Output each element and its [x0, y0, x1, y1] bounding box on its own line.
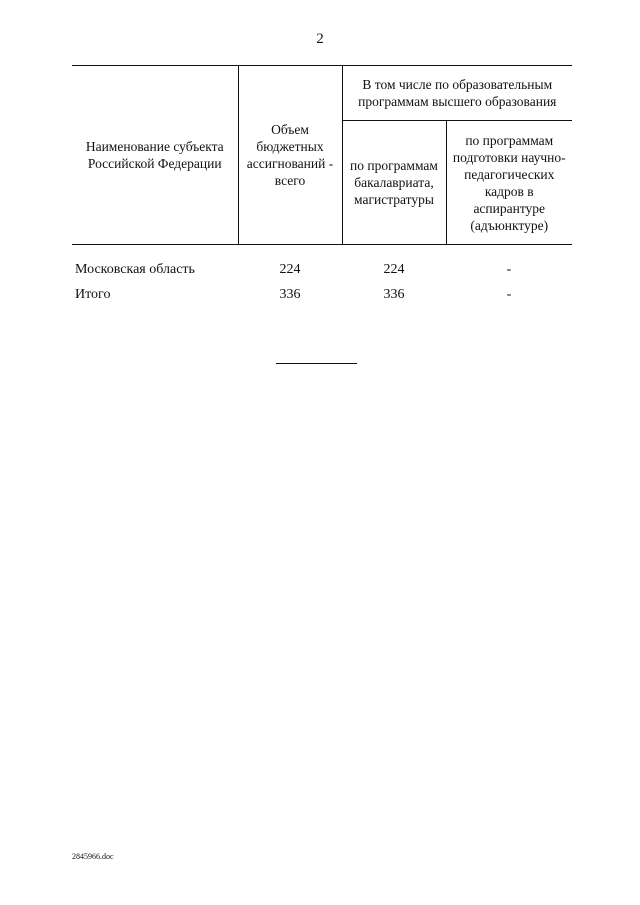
- page-number: 2: [316, 31, 324, 47]
- cell-region: Итого: [75, 287, 111, 302]
- header-region: Наименование субъекта Российской Федерации: [72, 66, 238, 245]
- header-bachelor: по программам бакалавриата, магистратуры: [342, 121, 446, 245]
- cell-total: 224: [279, 262, 301, 277]
- cell-total: 336: [279, 287, 301, 302]
- table-row: [72, 262, 572, 282]
- cell-postgrad: -: [506, 287, 512, 302]
- cell-bachelor: 224: [383, 262, 405, 277]
- header-group: В том числе по образовательным программам высшего образования: [342, 66, 572, 121]
- budget-table-header: [72, 65, 572, 245]
- cell-postgrad: -: [506, 262, 512, 277]
- header-total: Объем бюджетных ассигнований - всего: [238, 66, 342, 245]
- header-postgrad: по программам подготовки научно-педагогических кадров в аспирантуре (адъюнктуре): [446, 121, 572, 245]
- document-id: 2845966.doc: [72, 852, 114, 861]
- cell-bachelor: 336: [383, 287, 405, 302]
- table-row: [72, 287, 572, 307]
- cell-region: Московская область: [75, 262, 195, 277]
- closing-separator-line: [276, 363, 357, 364]
